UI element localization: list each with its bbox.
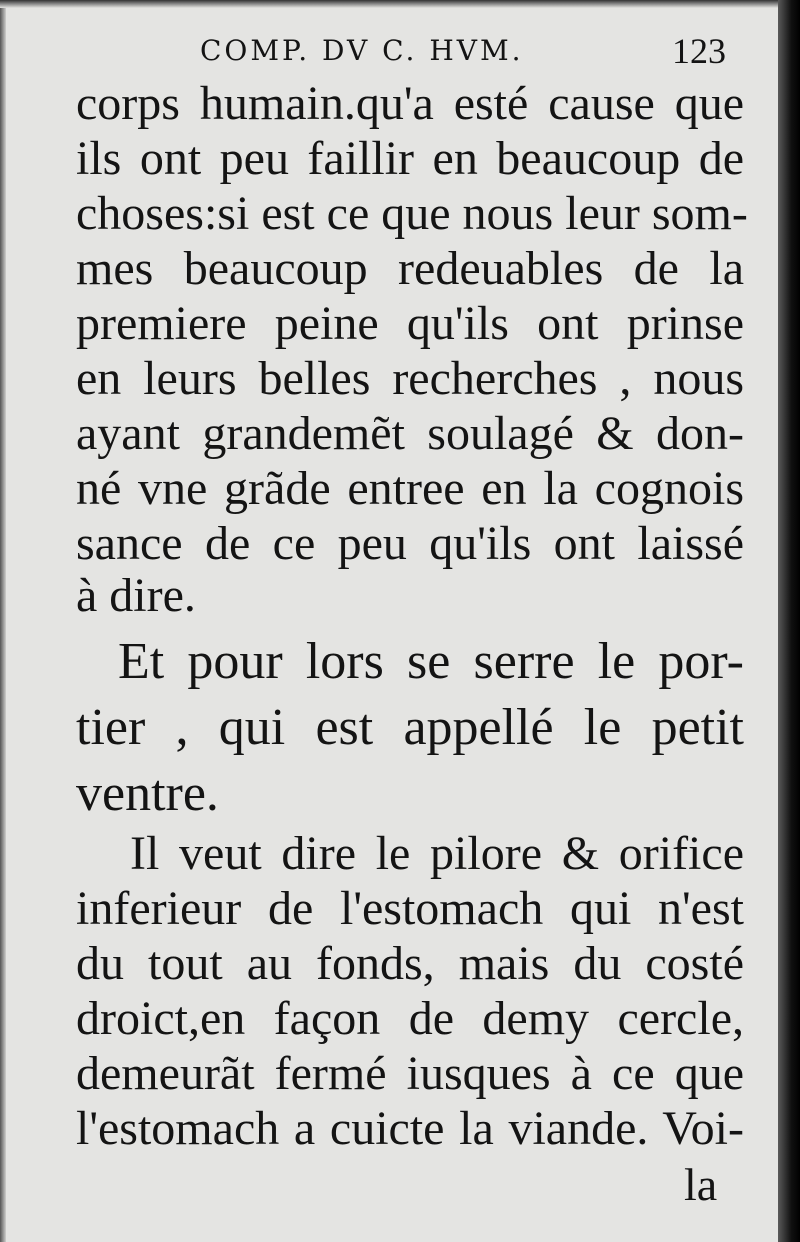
text-line: né vne grãde entree en la cognois [76,462,744,515]
text-line: en leurs belles recherches , nous [76,352,744,405]
scan-edge-left [0,0,6,1242]
text-line: corps humain.qu'a esté cause que [76,77,744,130]
text-line: du tout au fonds, mais du costé [76,937,744,990]
text-line: à dire. [76,569,196,622]
scan-edge-top [0,0,800,8]
text-line: droict,en façon de demy cercle, [76,992,744,1045]
running-head: COMP. DV C. HVM. [200,34,524,67]
text-line: ventre. [76,765,219,822]
text-line: choses:si est ce que nous leur som- [76,187,748,240]
text-line: demeurãt fermé iusques à ce que [76,1047,744,1100]
text-line: ayant grandemẽt soulagé & don- [76,407,744,460]
text-line: Et pour lors se serre le por- [118,633,744,690]
text-line: ils ont peu faillir en beaucoup de [76,132,744,185]
catchword: la [684,1159,718,1210]
text-line: l'estomach a cuicte la viande. Voi- [76,1102,744,1155]
text-line: Il veut dire le pilore & orifice [130,827,744,880]
text-line: inferieur de l'estomach qui n'est [76,882,744,935]
text-line: tier , qui est appellé le petit [76,699,744,756]
text-line: sance de ce peu qu'ils ont laissé [76,517,744,570]
text-line: premiere peine qu'ils ont prinse [76,297,744,350]
page-number: 123 [672,31,726,71]
scan-edge-right [778,0,800,1242]
text-line: mes beaucoup redeuables de la [76,242,744,295]
